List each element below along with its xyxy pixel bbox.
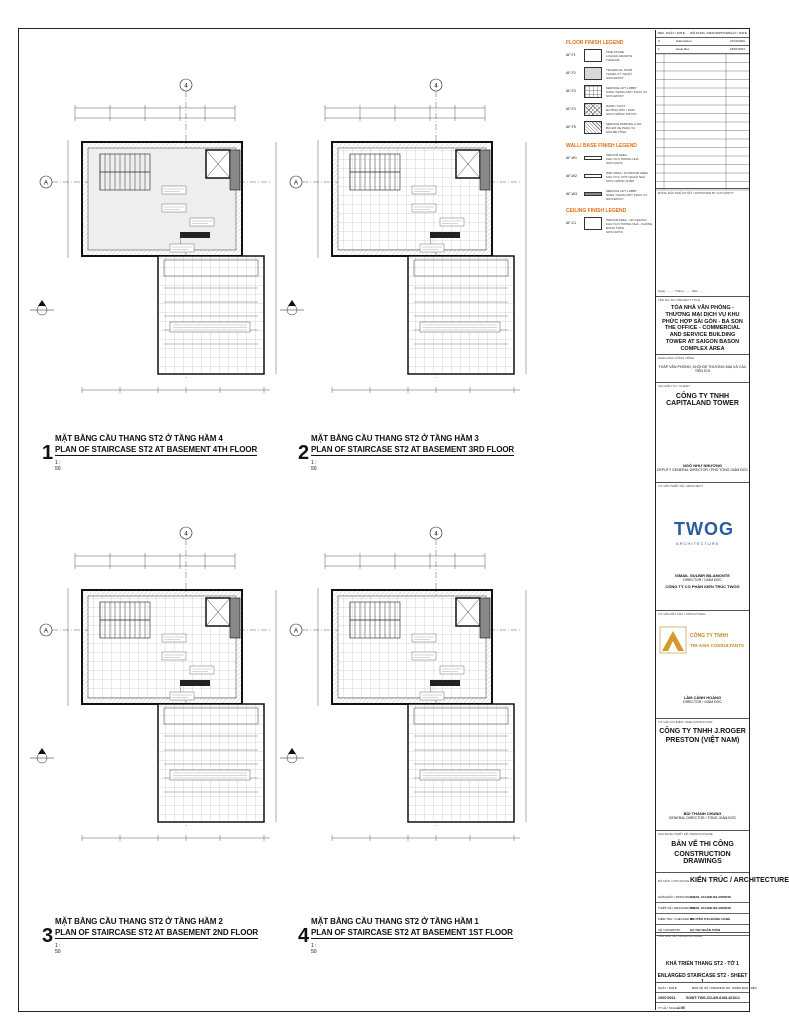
sheet-title-section: [656, 932, 749, 985]
project-section: [656, 296, 749, 354]
legend-swatch: [584, 103, 602, 116]
drawing-title-vi: MẶT BẰNG CẦU THANG ST2 Ở TẦNG HẦM 1: [311, 917, 479, 926]
rev-description: Issue Rev: [676, 47, 690, 51]
tri-asia-logo: [656, 623, 749, 657]
stage-vi: BẢN VẼ THI CÔNG: [671, 841, 734, 848]
struct-logo-line2: TRI-ASIA CONSULTANTS: [690, 643, 744, 648]
sheet-title-en: ENLARGED STAIRCASE ST2 - SHEET 1: [657, 973, 748, 985]
project-name-en: THE OFFICE - COMMERCIAL AND SERVICE BUILDING TOWER AT SAIGON BASON COMPLEX AREA: [664, 325, 741, 352]
architect-company: CÔNG TY CỔ PHẦN KIẾN TRÚC TWOG: [665, 584, 740, 589]
wall-column: [480, 150, 490, 190]
room-tag: [412, 634, 436, 642]
footer-date: 19/07/2021: [658, 996, 676, 1000]
room-tag: [190, 666, 214, 674]
legend-swatch: [584, 156, 602, 160]
mep-label: TƯ VẤN CƠ ĐIỆN / M&E CONSULTANT: [658, 720, 713, 724]
people-name: ISMAIL GULBIR BILAMONTE: [690, 895, 732, 899]
client-signatory-title: DEPUTY GENERAL DIRECTOR / PHÓ TỔNG GIÁM ĐỐC: [656, 468, 749, 472]
room-tag: [162, 204, 186, 212]
struct-logo-line1: CÔNG TY TNHH: [690, 633, 728, 639]
legend-text: SERVICE PARKING & GR. BÃI ĐỖ XE PHỤC VỤ SÀN BÊ TÔNG: [606, 122, 643, 134]
people-role: GIÁM ĐỐC / PRINCIPAL: [658, 895, 692, 899]
legend-text: WET AREA / OUTDOOR AREA KHU VỰC ƯỚT NGOÀI NHÀ SƠN CHỐNG THẤM: [606, 171, 648, 183]
people-name: ISMAIL GULBIR BILAMONTE: [690, 906, 732, 910]
lift-lobby-floor: [158, 704, 264, 822]
drawing-number: 4: [298, 925, 310, 947]
legend-text: SERVICE LIFT LOBBY SẢNH THANG MÁY PHỤC VỤ SƠN EPOXY: [606, 86, 648, 98]
room-tag: [420, 770, 500, 780]
rev-number: 0: [658, 39, 660, 43]
floor-legend-title: FLOOR FINISH LEGEND: [566, 40, 624, 46]
drawing-scale: 1 : 50: [311, 943, 317, 955]
room-tag: [440, 666, 464, 674]
door: [180, 680, 210, 686]
footer-date-label: NGÀY / DATE: [658, 986, 677, 990]
lift-lobby-floor: [408, 256, 514, 374]
section-arrow: [288, 300, 296, 306]
legend-text: INDOOR AREA KHU VỰC TRONG NHÀ SƠN NƯỚC: [606, 153, 639, 165]
architect-logo: TWOG: [674, 519, 734, 539]
structural-signatory: [656, 695, 749, 704]
rev-col: REV: [658, 31, 665, 35]
footer-rev-label: PHIÊN BẢN / REV: [732, 986, 757, 990]
people-role: VẼ / DRAWN BY: [658, 928, 681, 932]
plan-drawing-4: [280, 526, 540, 856]
people-row: [656, 892, 749, 903]
revision-row: [656, 46, 749, 54]
room-tag: [170, 244, 194, 252]
footer-drawing-no-label: BẢN VẼ SỐ / DRAWING NO: [692, 986, 731, 990]
mep-name: CÔNG TY TNHH J.ROGER PRESTON (VIỆT NAM): [659, 728, 746, 744]
rev-number: 1: [658, 47, 660, 51]
people-role: THIẾT KẾ / DESIGNED BY: [658, 906, 695, 910]
grid-label: A: [43, 180, 49, 187]
footer-drawing-no: SGWT-TWG-CD-AR-6108-42101: [686, 996, 738, 1000]
sheet-title-label: TÊN BẢN VẼ / DRAWING NAME: [658, 934, 703, 938]
drawing-number: 3: [42, 925, 54, 947]
structural-label: TƯ VẤN KẾT CẤU / STRUCTURAL: [658, 612, 706, 616]
legend-code: AF-F1: [566, 53, 576, 57]
plan-drawing-3: [30, 526, 290, 856]
legend-code: AF-F3: [566, 89, 576, 93]
wall-column: [230, 150, 240, 190]
structural-section: [656, 610, 749, 718]
room-tag: [412, 652, 436, 660]
wall-legend-title: WALL/ BASE FINISH LEGEND: [566, 143, 637, 149]
approval-date-line: Ngày .......... Tháng ........ Năm ........: [658, 289, 706, 293]
client-name: CÔNG TY TNHH CAPITALAND TOWER: [666, 393, 739, 407]
legend-swatch: [584, 49, 602, 62]
room-tag: [420, 244, 444, 252]
legend-row: [566, 121, 654, 135]
people-role: KIỂM TRA / CHECKED BY: [658, 917, 694, 921]
client-section: [656, 382, 749, 482]
drawing-scale: 1 : 50: [55, 460, 61, 472]
legend-code: AF-W3: [566, 192, 577, 196]
room-tag: [420, 692, 444, 700]
legend-swatch: [584, 85, 602, 98]
legend-row: [566, 217, 654, 234]
title-block: [655, 30, 789, 1010]
people-name: HÀ THU NGÂN TRẦN: [690, 928, 721, 932]
wall-column: [480, 598, 490, 638]
drawing-title-en: PLAN OF STAIRCASE ST2 AT BASEMENT 3RD FLOOR: [311, 445, 515, 454]
people-name: NGUYỄN THỊ HOÀNG OANH: [690, 917, 731, 921]
drawing-number: 1: [42, 442, 54, 464]
mep-signatory-title: GENERAL DIRECTOR / TỔNG GIÁM ĐỐC: [668, 816, 737, 820]
structural-signatory-title: DIRECTOR / GIÁM ĐỐC: [683, 700, 722, 704]
project-label: TÊN DỰ ÁN / PROJECT TITLE: [658, 298, 700, 302]
footer-scale: 1:50: [678, 1006, 686, 1010]
mep-signatory-name: BÙI THÀNH CHUNG: [683, 811, 722, 816]
stage-en: CONSTRUCTION DRAWINGS: [674, 851, 731, 865]
rev-description: Submission: [676, 39, 692, 43]
people-row: [656, 914, 749, 925]
client-signatory: [656, 463, 749, 472]
legend-row: [566, 67, 654, 81]
item-name: THÁP VĂN PHÒNG, KHỐI ĐẾ THƯƠNG MẠI VÀ CÁC TIỆN ÍCH: [658, 365, 747, 373]
legend-row: [566, 152, 654, 166]
rev-date: 19/07/2021: [730, 47, 746, 51]
lift-lobby-floor: [158, 256, 264, 374]
legend-row: [566, 49, 654, 63]
legend-code: AF-F2: [566, 71, 576, 75]
section-arrow: [38, 300, 46, 306]
grid-label: 4: [434, 83, 438, 90]
door: [430, 232, 460, 238]
legend-text: SERVICE LIFT LOBBY SẢNH THANG MÁY PHỤC VỤ SƠN EPOXY: [606, 189, 648, 201]
ceiling-legend-title: CEILING FINISH LEGEND: [566, 208, 627, 214]
legend-code: AF-F4: [566, 107, 576, 111]
mep-signatory: [656, 811, 749, 820]
drawing-title-en: PLAN OF STAIRCASE ST2 AT BASEMENT 4TH FLOOR: [55, 445, 258, 454]
legend-text: TECHNICAL STAIR THANG KỸ THUẬT SƠN EPOXY: [606, 68, 633, 80]
legend-swatch: [584, 217, 602, 230]
rev-desc-col: NỘI DUNG / DESCRIPTION: [690, 31, 729, 35]
legend-code: AF-W2: [566, 174, 577, 178]
legend-text: INDOOR AREA - NO CEILING KHU VỰC TRONG NHÀ - KHÔNG ĐÓNG TRẦN SƠN NƯỚC: [606, 218, 653, 234]
room-tag: [420, 322, 500, 332]
legend-swatch: [584, 67, 602, 80]
room-tag: [170, 770, 250, 780]
legend-text: FINE STONE LOẠI ĐÁ GRANITE THẢM ĐÁ: [606, 50, 633, 62]
grid-label: 4: [184, 531, 188, 538]
room-tag: [170, 692, 194, 700]
legend-code: AF-C1: [566, 221, 577, 225]
project-name-vi: TÒA NHÀ VĂN PHÒNG - THƯƠNG MẠI DỊCH VỤ KHU PHỨC HỢP SÀI GÒN - BA SON: [662, 305, 743, 325]
architect-section: [656, 482, 749, 610]
architect-label: TƯ VẤN THIẾT KẾ / ARCHITECT: [658, 484, 704, 488]
legend-row: [566, 170, 654, 184]
approval-label: ĐÓNG DẤU PHÊ DUYỆT / APPROVED BY AUTHORITY: [658, 191, 734, 195]
people-table: [656, 892, 749, 936]
door: [430, 680, 460, 686]
room-tag: [412, 204, 436, 212]
stage-label: GIAI ĐOẠN THIẾT KẾ / DESIGN PHASE: [658, 832, 713, 836]
stage-section: [656, 830, 749, 872]
drawing-scale: 1 : 50: [311, 460, 317, 472]
room-tag: [412, 186, 436, 194]
sheet-title: KHẢ TRIỂN THANG ST2 - TỜ 1: [666, 961, 739, 967]
item-label: HẠNG MỤC CÔNG TRÌNH: [658, 356, 695, 360]
revision-grid: [656, 54, 749, 194]
client-signatory-name: NGÔ NHƯ NHƯƠNG: [683, 463, 722, 468]
architect-signatory: [656, 573, 749, 589]
footer-rev: 1: [738, 996, 740, 1000]
rev-date-col: NGÀY / DATE: [666, 31, 685, 35]
revision-header: [656, 30, 749, 38]
people-row: [656, 903, 749, 914]
room-tag: [162, 186, 186, 194]
room-tag: [170, 322, 250, 332]
legend-row: [566, 188, 654, 202]
legend-row: [566, 85, 654, 99]
drawing-title-vi: MẶT BẰNG CẦU THANG ST2 Ở TẦNG HẦM 4: [55, 434, 223, 443]
architect-signatory-name: ISMAIL GULBIR BILAMONTE: [675, 573, 730, 578]
grid-label: A: [293, 180, 299, 187]
structural-signatory-name: LÂM CẢNH HOÀNG: [683, 695, 722, 700]
drawing-title-en: PLAN OF STAIRCASE ST2 AT BASEMENT 2ND FLOOR: [55, 928, 259, 937]
grid-label: 4: [434, 531, 438, 538]
discipline-label: BỘ MÔN / DISCIPLINE: [658, 879, 690, 883]
legend-code: AF-F5: [566, 125, 576, 129]
approval-section: [656, 188, 749, 296]
drawing-title-vi: MẶT BẰNG CẦU THANG ST2 Ở TẦNG HẦM 3: [311, 434, 479, 443]
drawing-title-vi: MẶT BẰNG CẦU THANG ST2 Ở TẦNG HẦM 2: [55, 917, 223, 926]
legend-swatch: [584, 192, 602, 196]
plan-drawing-1: [30, 78, 290, 408]
drawing-scale: 1 : 50: [55, 943, 61, 955]
room-tag: [162, 634, 186, 642]
wall-column: [230, 598, 240, 638]
legend-row: [566, 103, 654, 117]
finish-legend: [566, 40, 654, 235]
drawing-title-en: PLAN OF STAIRCASE ST2 AT BASEMENT 1ST FLOOR: [311, 928, 513, 937]
room-tag: [190, 218, 214, 226]
discipline-section: [656, 872, 789, 892]
door: [180, 232, 210, 238]
room-tag: [440, 218, 464, 226]
mep-section: [656, 718, 749, 830]
lift-lobby-floor: [408, 704, 514, 822]
architect-signatory-title: DIRECTOR / GIÁM ĐỐC: [683, 578, 722, 582]
rev-date: 27/11/2020: [730, 39, 745, 43]
drawing-number: 2: [298, 442, 310, 464]
legend-swatch: [584, 121, 602, 134]
legend-code: AF-W1: [566, 156, 577, 160]
section-arrow: [288, 748, 296, 754]
grid-label: A: [43, 628, 49, 635]
client-label: CHỦ ĐẦU TƯ / CLIENT: [658, 384, 691, 388]
grid-label: A: [293, 628, 299, 635]
footer-scale-label: TỶ LỆ / SCALE: [658, 1006, 679, 1010]
rev-date2-col: NGÀY / DATE: [728, 31, 747, 35]
sheet-footer: [656, 982, 757, 1010]
architect-logo-sub: ARCHITECTURE: [676, 541, 720, 546]
item-section: [656, 354, 749, 382]
revision-row: [656, 38, 749, 46]
grid-label: 4: [184, 83, 188, 90]
room-tag: [162, 652, 186, 660]
section-arrow: [38, 748, 46, 754]
legend-text: RAMP / FOOT ĐƯỜNG DỐC / RAM SƠN CHỐNG TRƯỢT: [606, 104, 637, 116]
legend-swatch: [584, 174, 602, 178]
plan-drawing-2: [280, 78, 540, 408]
discipline-value: KIẾN TRÚC / ARCHITECTURE: [690, 877, 789, 884]
